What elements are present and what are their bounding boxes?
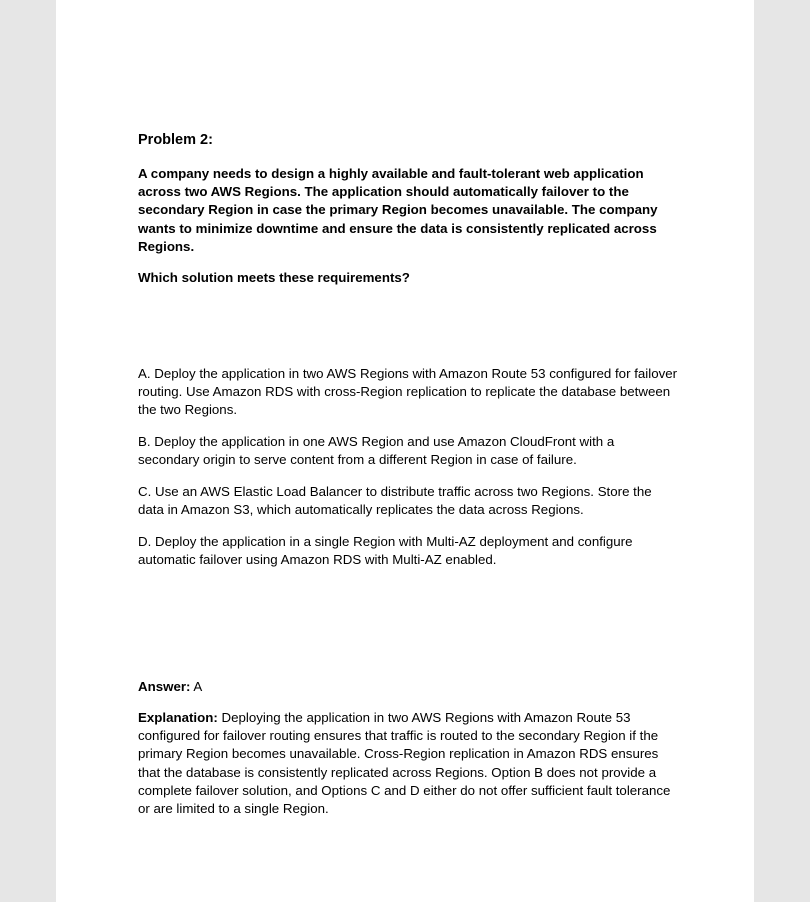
document-page — [56, 0, 754, 902]
explanation-text: Deploying the application in two AWS Regions with Amazon Route 53 configured for failover routing ensures that traffic is routed to the secondary Region if the primary Region becomes unavailable. Cross-Region replication in Amazon RDS ensures that the database is consistently replicated across Regions. Option B does not provide a complete failover solution, and Options C and D either do not offer sufficient fault tolerance or are limited to a single Region. — [138, 710, 671, 817]
option-d: D. Deploy the application in a single Region with Multi-AZ deployment and configure automatic failover using Amazon RDS with Multi-AZ enabled. — [138, 534, 633, 568]
option-a: A. Deploy the application in two AWS Regions with Amazon Route 53 configured for failover routing. Use Amazon RDS with cross-Region replication to replicate the database between the two Regions. — [138, 366, 678, 418]
answer-label: Answer: — [138, 679, 191, 694]
answer-value: A — [190, 679, 203, 694]
question-prompt: Which solution meets these requirements? — [138, 270, 410, 285]
problem-title: Problem 2: — [138, 132, 213, 148]
explanation-paragraph — [138, 709, 678, 818]
answer-line — [138, 678, 678, 696]
explanation-label: Explanation: — [138, 710, 218, 725]
option-c: C. Use an AWS Elastic Load Balancer to distribute traffic across two Regions. Store the data in Amazon S3, which automatically replicates the data across Regions. — [138, 484, 652, 518]
option-b: B. Deploy the application in one AWS Region and use Amazon CloudFront with a secondary origin to serve content from a different Region in case of failure. — [138, 434, 615, 468]
question-text: A company needs to design a highly available and fault-tolerant web application across two AWS Regions. The application should automatically failover to the secondary Region in case the primary Region becomes unavailable. The company wants to minimize downtime and ensure the data is consistently replicated across Regions. — [138, 166, 658, 254]
